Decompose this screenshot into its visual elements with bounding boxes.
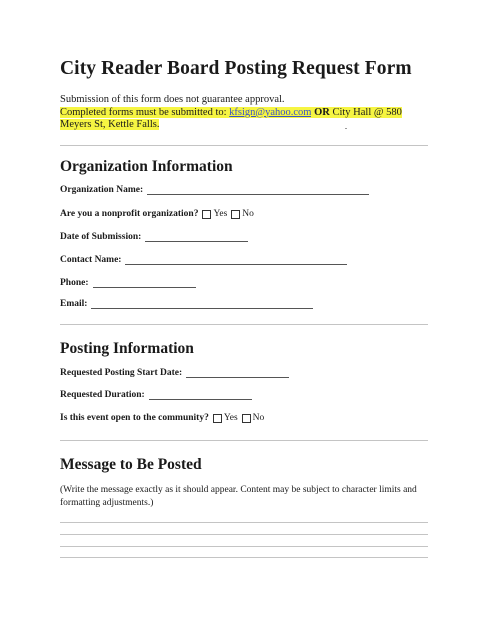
- requested-duration-input[interactable]: [149, 390, 252, 400]
- page-title: City Reader Board Posting Request Form: [60, 58, 412, 79]
- message-line[interactable]: [60, 534, 428, 535]
- requested-duration-label: Requested Duration:: [60, 390, 145, 400]
- posting-start-date-field: [60, 368, 289, 378]
- community-yes-label: Yes: [223, 413, 238, 423]
- community-no-label: No: [252, 413, 265, 423]
- contact-name-label: Contact Name:: [60, 255, 122, 265]
- intro-text: [60, 94, 430, 132]
- community-yes-checkbox[interactable]: [213, 414, 222, 423]
- nonprofit-no-checkbox[interactable]: [231, 210, 240, 219]
- nonprofit-field: [60, 209, 254, 219]
- date-of-submission-input[interactable]: [145, 232, 248, 242]
- nonprofit-label: Are you a nonprofit organization?: [60, 209, 199, 219]
- submission-email-link[interactable]: kfsign@yahoo.com: [229, 106, 312, 118]
- phone-input[interactable]: [93, 278, 196, 288]
- divider: [60, 440, 428, 441]
- community-no-checkbox[interactable]: [242, 414, 251, 423]
- email-label: Email:: [60, 299, 88, 309]
- message-line[interactable]: [60, 522, 428, 523]
- section-heading-posting: Posting Information: [60, 340, 194, 357]
- organization-name-label: Organization Name:: [60, 185, 144, 195]
- posting-start-date-input[interactable]: [186, 368, 289, 378]
- community-event-field: [60, 413, 264, 423]
- nonprofit-yes-label: Yes: [213, 209, 228, 219]
- submission-instructions: [60, 107, 430, 132]
- submission-or: OR: [314, 106, 330, 118]
- email-field: [60, 299, 313, 309]
- organization-name-input[interactable]: [147, 185, 369, 195]
- contact-name-input[interactable]: [125, 255, 347, 265]
- submission-suffix: City Hall @ 580 Meyers St, Kettle Falls.: [60, 106, 402, 130]
- message-line[interactable]: [60, 546, 428, 547]
- divider: [60, 324, 428, 325]
- email-input[interactable]: [91, 299, 313, 309]
- submission-prefix: Completed forms must be submitted to:: [60, 106, 230, 118]
- approval-disclaimer: Submission of this form does not guarantee approval.: [60, 94, 285, 105]
- phone-label: Phone:: [60, 278, 89, 288]
- message-line[interactable]: [60, 557, 428, 558]
- contact-name-field: [60, 255, 347, 265]
- divider: [60, 145, 428, 146]
- organization-name-field: [60, 185, 369, 195]
- date-of-submission-field: [60, 232, 248, 242]
- message-instructions: (Write the message exactly as it should appear. Content may be subject to character limits and formatting adjustments.): [60, 485, 417, 508]
- date-of-submission-label: Date of Submission:: [60, 232, 142, 242]
- nonprofit-yes-checkbox[interactable]: [202, 210, 211, 219]
- posting-start-date-label: Requested Posting Start Date:: [60, 368, 183, 378]
- section-heading-message: Message to Be Posted: [60, 456, 202, 473]
- nonprofit-no-label: No: [242, 209, 254, 219]
- section-heading-organization: Organization Information: [60, 158, 233, 175]
- community-event-label: Is this event open to the community?: [60, 413, 209, 423]
- phone-field: [60, 278, 196, 288]
- scan-speck: [345, 128, 347, 129]
- requested-duration-field: [60, 390, 252, 400]
